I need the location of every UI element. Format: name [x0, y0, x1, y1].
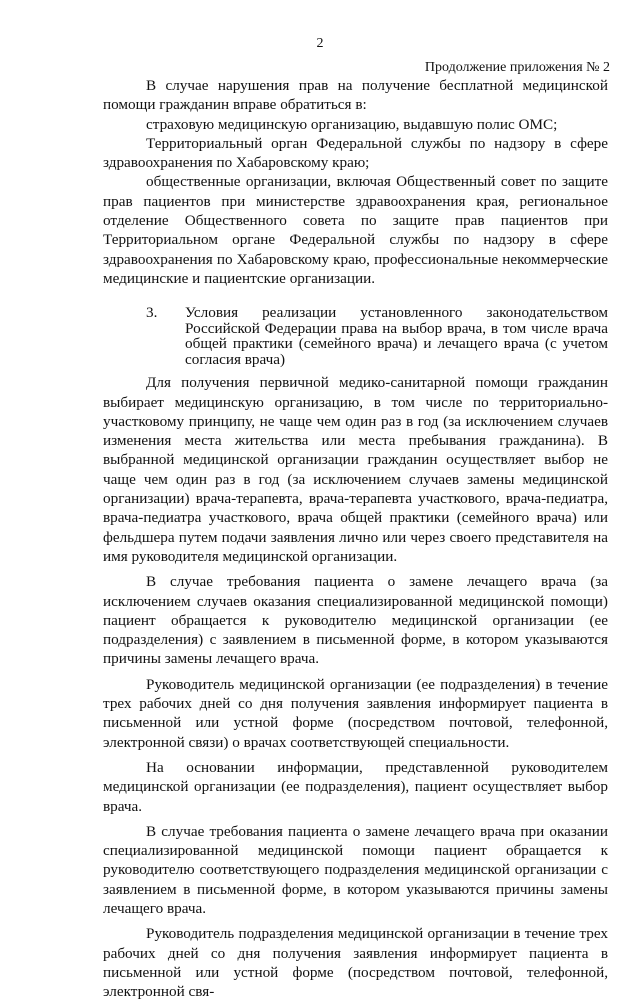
section-title: Условия реализации установленного законодательством Российской Федерации права на выбор врача, в том числе врача общей практики (семейного врача) и лечащего врача (с учетом согласия врача)	[185, 304, 608, 368]
paragraph: В случае требования пациента о замене лечащего врача при оказании специализированной медицинской помощи пациент обращается к руководителю соответствующего подразделения медицинской организации с заявлением в письменной форме, в котором указываются причины замены лечащего врача.	[103, 822, 608, 917]
paragraph: общественные организации, включая Общественный совет по защите прав пациентов при министерстве здравоохранения края, региональное отделение Общественного совета по защите прав пациентов при Территориальном органе Федеральной службы по надзору в сфере здравоохранения по Хабаровскому краю, профессиональные некоммерческие медицинские и пациентские организации.	[103, 173, 608, 287]
section-number: 3.	[146, 304, 158, 322]
continuation-note: Продолжение приложения № 2	[424, 60, 610, 75]
paragraph: Территориальный орган Федеральной службы по надзору в сфере здравоохранения по Хабаровскому краю;	[103, 134, 608, 172]
paragraph: Руководитель подразделения медицинской организации в течение трех рабочих дней со дня получения заявления информирует пациента в письменной или устной форме (посредством почтовой, телефонной, электронной свя-	[103, 925, 608, 1001]
paragraph: страховую медицинскую организацию, выдавшую полис ОМС;	[146, 115, 558, 133]
paragraph: В случае требования пациента о замене лечащего врача (за исключением случаев оказания специализированной медицинской помощи) пациент обращается к руководителю медицинской организации (ее подразделения) с заявлением в письменной форме, в котором указываются причины замены лечащего врача.	[103, 573, 608, 668]
paragraph: В случае нарушения прав на получение бесплатной медицинской помощи гражданин вправе обратиться в:	[103, 77, 608, 114]
paragraph: На основании информации, представленной руководителем медицинской организации (ее подразделения), пациент осуществляет выбор врача.	[103, 758, 608, 815]
paragraph: Для получения первичной медико-санитарной помощи гражданин выбирает медицинскую организацию, в том числе по территориально-участковому принципу, не чаще чем один раз в год (за исключением случаев изменения места жительства или места пребывания гражданина). В выбранной медицинской организации гражданин осуществляет выбор не чаще чем один раз в год (за исключением случаев замены медицинской организации) врача-терапевта, врача-терапевта участкового, врача-педиатра, врача-педиатра участкового, врача общей практики (семейного врача) или фельдшера путем подачи заявления лично или через своего представителя на имя руководителя медицинской организации.	[103, 374, 608, 565]
section-heading	[103, 305, 608, 367]
paragraph: Руководитель медицинской организации (ее подразделения) в течение трех рабочих дней со дня получения заявления информирует пациента в письменной или устной форме (посредством почтовой, телефонной, электронной связи) о врачах соответствующей специальности.	[103, 675, 608, 751]
page-number: 2	[316, 36, 324, 51]
document-body	[103, 76, 608, 1001]
